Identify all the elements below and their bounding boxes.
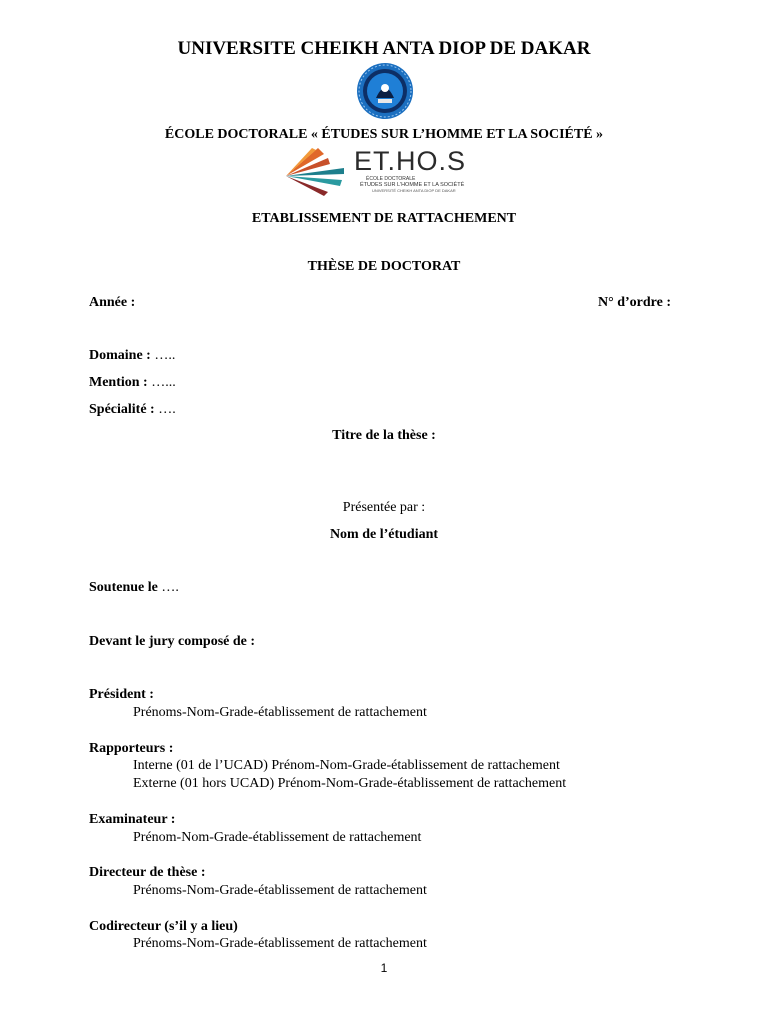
ecole-doctorale-title: ÉCOLE DOCTORALE « ÉTUDES SUR L’HOMME ET LA SOCIÉTÉ » <box>164 127 604 142</box>
rapporteurs-label: Rapporteurs : <box>89 741 174 756</box>
soutenue-value: …. <box>157 580 179 595</box>
university-seal-logo <box>356 62 414 120</box>
ethos-subtitle-1: ÉCOLE DOCTORALE <box>366 176 416 182</box>
titre-label: Titre de la thèse : <box>332 428 436 443</box>
domaine-label: Domaine : <box>89 348 151 363</box>
domaine-value: ….. <box>150 348 176 363</box>
soutenue-line <box>89 579 179 597</box>
directeur-label: Directeur de thèse : <box>89 865 206 880</box>
rapporteur-externe: Externe (01 hors UCAD) Prénom-Nom-Grade-établissement de rattachement <box>133 776 567 791</box>
codirecteur-label: Codirecteur (s’il y a lieu) <box>89 919 238 934</box>
soutenue-label: Soutenue le <box>89 580 158 595</box>
ethos-fan-icon <box>284 144 356 198</box>
presentee-label: Présentée par : <box>342 500 426 515</box>
mention-value: …... <box>147 375 176 390</box>
these-heading: THÈSE DE DOCTORAT <box>307 259 461 274</box>
examinateur-label: Examinateur : <box>89 812 176 827</box>
mention-label: Mention : <box>89 375 148 390</box>
specialite-line <box>89 401 176 419</box>
president-label: Président : <box>89 687 154 702</box>
ethos-logo <box>284 144 484 198</box>
specialite-value: …. <box>154 402 176 417</box>
university-title: UNIVERSITE CHEIKH ANTA DIOP DE DAKAR <box>177 38 591 59</box>
rapporteur-interne: Interne (01 de l’UCAD) Prénom-Nom-Grade-établissement de rattachement <box>133 758 560 773</box>
jury-label: Devant le jury composé de : <box>89 634 256 649</box>
nom-etudiant: Nom de l’étudiant <box>329 527 439 542</box>
etablissement-heading: ETABLISSEMENT DE RATTACHEMENT <box>251 211 517 226</box>
examinateur-line: Prénom-Nom-Grade-établissement de rattachement <box>133 830 422 845</box>
directeur-line: Prénoms-Nom-Grade-établissement de rattachement <box>133 883 427 898</box>
domaine-line <box>89 347 175 365</box>
ordre-label: N° d’ordre : <box>598 295 671 310</box>
page-number: 1 <box>380 961 388 975</box>
annee-label: Année : <box>89 295 136 310</box>
mention-line <box>89 374 176 392</box>
specialite-label: Spécialité : <box>89 402 155 417</box>
ethos-subtitle-3: UNIVERSITÉ CHEIKH ANTA DIOP DE DAKAR <box>372 188 456 193</box>
ethos-subtitle-2: ÉTUDES SUR L'HOMME ET LA SOCIÉTÉ <box>360 182 465 188</box>
president-line: Prénoms-Nom-Grade-établissement de rattachement <box>133 705 427 720</box>
ethos-name: ET.HO.S <box>354 146 467 176</box>
codirecteur-line: Prénoms-Nom-Grade-établissement de rattachement <box>133 936 427 951</box>
